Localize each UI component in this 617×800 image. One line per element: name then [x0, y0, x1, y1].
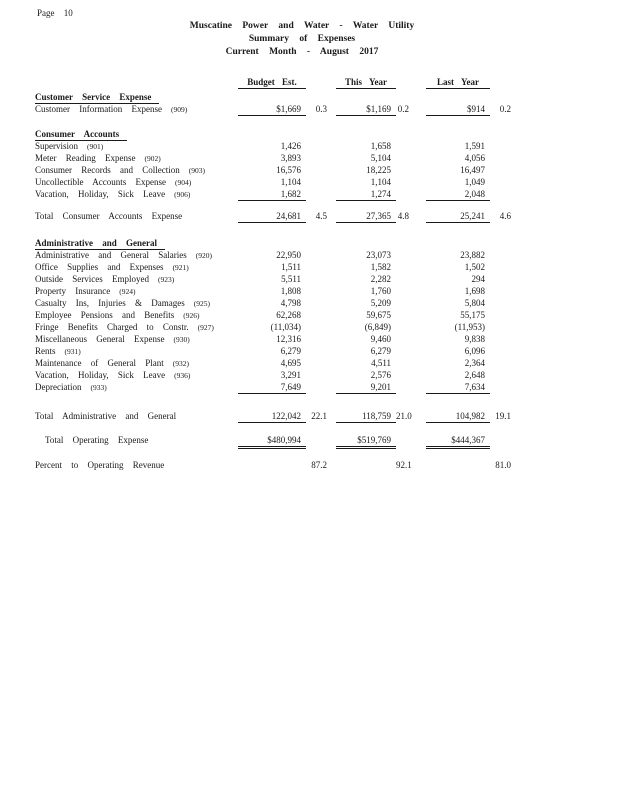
row-label: Depreciation (933)	[35, 382, 107, 392]
account-code: (926)	[183, 311, 200, 320]
page-number: Page 10	[37, 8, 73, 18]
account-code: (920)	[195, 251, 212, 260]
row-label: Total Consumer Accounts Expense	[35, 211, 183, 221]
last-year-amount: 1,591	[464, 141, 485, 151]
table-row	[0, 140, 617, 152]
account-code: (936)	[174, 371, 191, 380]
last-year-pct: 19.1	[495, 411, 511, 421]
last-year-amount: 2,364	[464, 358, 485, 368]
budget-amount: $480,994	[238, 434, 306, 449]
table-row	[0, 321, 617, 333]
section-heading-admin-general	[0, 237, 617, 249]
this-year-pct: 4.8	[397, 211, 409, 221]
row-label: Uncollectible Accounts Expense (904)	[35, 177, 192, 187]
this-year-amount: (6,849)	[364, 322, 391, 332]
last-year-amount: (11,953)	[454, 322, 485, 332]
section-heading-label: Consumer Accounts	[35, 128, 127, 141]
this-year-amount: 5,209	[370, 298, 391, 308]
last-year-amount: 4,056	[464, 153, 485, 163]
last-year-amount: 1,502	[464, 262, 485, 272]
budget-amount: 62,268	[276, 310, 301, 320]
budget-pct: 0.3	[315, 104, 327, 114]
account-code: (931)	[64, 347, 81, 356]
report-title	[0, 0, 604, 59]
table-row	[0, 164, 617, 176]
this-year-amount: 2,576	[370, 370, 391, 380]
column-header-spacer	[35, 76, 238, 89]
table-row	[0, 103, 617, 115]
account-code: (930)	[173, 335, 190, 344]
section-heading-label: Administrative and General	[35, 237, 165, 250]
last-year-amount: $914	[426, 103, 490, 116]
this-year-amount: 1,104	[370, 177, 391, 187]
total-row-admin-general	[0, 410, 617, 422]
account-code: (921)	[172, 263, 189, 272]
last-year-amount: 9,838	[464, 334, 485, 344]
last-year-pct: 4.6	[499, 211, 511, 221]
table-row	[0, 333, 617, 345]
table-row	[0, 152, 617, 164]
budget-amount: 16,576	[276, 165, 301, 175]
budget-amount: 1,511	[281, 262, 301, 272]
table-row	[0, 176, 617, 188]
last-year-amount: $444,367	[426, 434, 490, 449]
row-label: Outside Services Employed (923)	[35, 274, 175, 284]
row-label: Vacation, Holiday, Sick Leave (936)	[35, 370, 191, 380]
last-year-amount: 2,648	[464, 370, 485, 380]
title-line-report: Summary of Expenses	[248, 34, 356, 44]
last-year-amount: 104,982	[426, 410, 490, 423]
last-year-amount: 1,698	[464, 286, 485, 296]
account-code: (924)	[119, 287, 136, 296]
table-row	[0, 285, 617, 297]
total-row-operating-expense	[0, 434, 617, 446]
last-year-pct: 0.2	[499, 104, 511, 114]
last-year-pct: 81.0	[495, 460, 511, 470]
total-row-consumer-accounts	[0, 210, 617, 222]
table-row	[0, 273, 617, 285]
row-label: Fringe Benefits Charged to Constr. (927)	[35, 322, 214, 332]
table-row	[0, 381, 617, 393]
row-label: Property Insurance (924)	[35, 286, 136, 296]
budget-amount: 4,695	[280, 358, 301, 368]
this-year-amount: 1,760	[370, 286, 391, 296]
row-label: Casualty Ins, Injuries & Damages (925)	[35, 298, 210, 308]
row-label: Vacation, Holiday, Sick Leave (906)	[35, 189, 191, 199]
account-code: (902)	[144, 154, 161, 163]
table-row	[0, 345, 617, 357]
budget-amount: (11,034)	[270, 322, 301, 332]
budget-pct: 87.2	[311, 460, 327, 470]
this-year-amount: 23,073	[366, 250, 391, 260]
this-year-amount: 1,582	[370, 262, 391, 272]
row-label: Total Operating Expense	[45, 435, 149, 445]
section-heading-label: Customer Service Expense	[35, 91, 159, 104]
last-year-amount: 1,049	[464, 177, 485, 187]
budget-amount: 7,649	[238, 381, 306, 394]
account-code: (903)	[188, 166, 205, 175]
last-year-amount: 7,634	[426, 381, 490, 394]
table-row	[0, 261, 617, 273]
last-year-amount: 25,241	[426, 210, 490, 223]
column-header-budget-est: Budget Est.	[238, 76, 306, 89]
this-year-amount: $519,769	[336, 434, 396, 449]
budget-amount: 22,950	[276, 250, 301, 260]
this-year-amount: 9,201	[336, 381, 396, 394]
column-header-last-year: Last Year	[426, 76, 490, 89]
table-row	[0, 309, 617, 321]
budget-amount: 24,681	[238, 210, 306, 223]
percent-revenue-row	[0, 459, 617, 471]
this-year-pct: 92.1	[396, 460, 412, 470]
table-row	[0, 249, 617, 261]
this-year-amount: 18,225	[366, 165, 391, 175]
this-year-amount: $1,169	[336, 103, 396, 116]
budget-amount: 1,808	[280, 286, 301, 296]
title-line-company: Muscatine Power and Water - Water Utility	[189, 21, 415, 31]
row-label: Administrative and General Salaries (920)	[35, 250, 212, 260]
row-label: Percent to Operating Revenue	[35, 460, 165, 470]
column-header-this-year: This Year	[336, 76, 396, 89]
table-row	[0, 369, 617, 381]
last-year-amount: 5,804	[464, 298, 485, 308]
row-label: Maintenance of General Plant (932)	[35, 358, 189, 368]
this-year-amount: 4,511	[371, 358, 391, 368]
account-code: (904)	[174, 178, 192, 187]
last-year-amount: 16,497	[460, 165, 485, 175]
table-row	[0, 357, 617, 369]
this-year-pct: 21.0	[396, 411, 412, 421]
this-year-amount: 5,104	[370, 153, 391, 163]
budget-amount: 5,511	[281, 274, 301, 284]
this-year-amount: 6,279	[370, 346, 391, 356]
account-code: (933)	[90, 383, 107, 392]
table-row	[0, 297, 617, 309]
last-year-amount: 55,175	[460, 310, 485, 320]
last-year-amount: 6,096	[464, 346, 485, 356]
this-year-amount: 1,658	[370, 141, 391, 151]
row-label: Consumer Records and Collection (903)	[35, 165, 205, 175]
account-code: (927)	[197, 323, 214, 332]
account-code: (901)	[87, 142, 104, 151]
row-label: Rents (931)	[35, 346, 81, 356]
column-header-row	[0, 76, 617, 89]
account-code: (923)	[157, 275, 175, 284]
last-year-amount: 294	[471, 274, 485, 284]
budget-amount: 1,682	[238, 188, 306, 201]
row-label: Office Supplies and Expenses (921)	[35, 262, 189, 272]
table-row	[0, 188, 617, 200]
row-label: Miscellaneous General Expense (930)	[35, 334, 190, 344]
budget-amount: 4,798	[280, 298, 301, 308]
budget-amount: 1,104	[280, 177, 301, 187]
row-label: Total Administrative and General	[35, 411, 177, 421]
this-year-pct: 0.2	[397, 104, 409, 114]
section-heading-customer-service	[0, 91, 617, 103]
row-label: Meter Reading Expense (902)	[35, 153, 161, 163]
budget-amount: 12,316	[276, 334, 301, 344]
account-code: (906)	[174, 190, 191, 199]
account-code: (909)	[170, 105, 188, 114]
this-year-amount: 118,759	[336, 410, 396, 423]
this-year-amount: 1,274	[336, 188, 396, 201]
account-code: (932)	[172, 359, 189, 368]
budget-pct: 4.5	[315, 211, 327, 221]
row-label: Employee Pensions and Benefits (926)	[35, 310, 200, 320]
this-year-amount: 59,675	[366, 310, 391, 320]
last-year-amount: 2,048	[426, 188, 490, 201]
title-line-period: Current Month - August 2017	[225, 47, 379, 57]
budget-amount: 3,893	[280, 153, 301, 163]
this-year-amount: 27,365	[336, 210, 396, 223]
row-label: Customer Information Expense (909)	[35, 104, 188, 114]
budget-pct: 22.1	[311, 411, 327, 421]
budget-amount: 122,042	[238, 410, 306, 423]
last-year-amount: 23,882	[460, 250, 485, 260]
budget-amount: 1,426	[280, 141, 301, 151]
budget-amount: 3,291	[280, 370, 301, 380]
this-year-amount: 2,282	[370, 274, 391, 284]
section-heading-consumer-accounts	[0, 128, 617, 140]
this-year-amount: 9,460	[370, 334, 391, 344]
row-label: Supervision (901)	[35, 141, 104, 151]
budget-amount: $1,669	[238, 103, 306, 116]
account-code: (925)	[193, 299, 210, 308]
budget-amount: 6,279	[280, 346, 301, 356]
